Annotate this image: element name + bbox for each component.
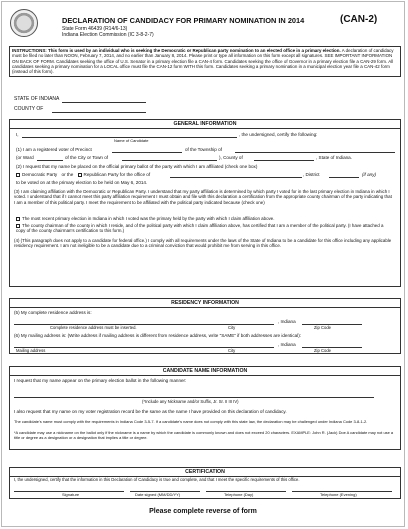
township-field[interactable] xyxy=(235,152,395,153)
state-line: STATE OF INDIANA xyxy=(14,96,60,102)
item1-township-label: of the Township of xyxy=(185,147,222,152)
ballot-name-field[interactable] xyxy=(14,397,374,398)
mailing-zip-field[interactable] xyxy=(302,347,362,348)
item2-text: (2) I request that my name be placed on the official primary ballot of the party with which I am affiliated (check one box) xyxy=(16,164,258,169)
mailing-indiana: , Indiana xyxy=(278,342,296,347)
county-of-field[interactable] xyxy=(254,160,314,161)
item1-precinct-label: (1) I am a registered voter of Precinct xyxy=(16,147,92,152)
city-field[interactable] xyxy=(122,160,217,161)
election-date-text: to be voted on at the primary election to be held on May 6, 2014. xyxy=(16,180,148,185)
residence-caption: Complete residence address must be inserted. xyxy=(50,325,137,330)
precinct-field[interactable] xyxy=(112,152,182,153)
nickname-rule-text: *A candidate may use a nickname on the ballot only if the nickname is a name by which the candidate is commonly known and does not exceed 20 characters. EXAMPLE: John R. (Jack) Doe A candidate may not use a title or degree as a designation or a designation that implies a title or degree. xyxy=(14,430,394,440)
or-label: or the xyxy=(61,172,74,177)
date-caption: Date signed (MM/DD/YY) xyxy=(135,492,181,497)
form-page xyxy=(1,1,405,527)
mailing-label: (6) My mailing address is: (Write address if mailing address is different from residence address, write "SAME" if both addresses are identical): xyxy=(14,333,301,338)
candidate-name-heading: CANDIDATE NAME INFORMATION xyxy=(162,368,248,374)
residence-city-caption: City xyxy=(228,325,236,330)
instructions-lead: INSTRUCTIONS: This form is used by an individual who is seeking the Democratic or Republican party nomination to an elected office in a primary election. xyxy=(12,48,341,53)
opt2-checkbox[interactable] xyxy=(16,224,20,228)
general-heading: GENERAL INFORMATION xyxy=(173,121,237,127)
republican-label: Republican Party for the office of xyxy=(83,172,151,177)
name-rule-text: The candidate's name must comply with the requirements in Indiana Code 3-5-7. If a candidate's name does not comply with this state law, the declaration may be challenged under Indiana Code 3-8-1-2. xyxy=(14,419,368,424)
telephone-evening-caption: Telephone (Evening) xyxy=(320,492,357,497)
intro-close: , the undersigned, certify the following: xyxy=(239,132,318,137)
republican-checkbox[interactable] xyxy=(78,173,82,177)
certification-heading: CERTIFICATION xyxy=(185,469,225,475)
form-number: State Form 46439 (R14/6-13) xyxy=(62,26,128,32)
item1-ward-label: (or Ward xyxy=(16,155,34,160)
opt1-label: The most recent primary election in Indiana in which I voted was the primary held by the party with which I claim affiliation above. xyxy=(22,216,275,221)
agency-name: Indiana Election Commission (IC 3-8-2-7) xyxy=(62,32,154,38)
ballot-name-request: I request that my name appear on the primary election ballot in the following manner: xyxy=(14,378,187,383)
ward-field[interactable] xyxy=(37,160,63,161)
voter-record-text: I also request that my name on my voter registration record be the same as the name I have provided on this declaration of candidacy. xyxy=(14,409,287,414)
residence-zip-caption: Zip Code xyxy=(314,325,331,330)
residency-heading: RESIDENCY INFORMATION xyxy=(171,300,239,306)
item4-text: (4) (This paragraph does not apply to a candidate for federal office.) I comply with all requirements under the laws of the State of Indiana to be a candidate for this office including any applicable residency requirement. I am not ineligible to be a candidate due to a criminal conviction that would prohibit me from serving in this office. xyxy=(14,238,392,249)
mailing-caption: Mailing address xyxy=(16,348,46,353)
item1-county-label: ), County of xyxy=(219,155,243,160)
certification-text: I, the undersigned, certify that the information in this Declaration of Candidacy is true and complete, and that I meet the specific requirements of this office. xyxy=(14,477,300,482)
state-seal-icon xyxy=(10,9,38,37)
county-field[interactable] xyxy=(52,112,146,113)
intro-open: I, xyxy=(16,132,19,137)
instructions-box xyxy=(9,46,401,77)
residence-label: (5) My complete residence address is: xyxy=(14,310,92,315)
residence-indiana: , Indiana xyxy=(278,319,296,324)
opt1-checkbox[interactable] xyxy=(16,217,20,221)
district-field[interactable] xyxy=(329,177,359,178)
nickname-caption: (*Include any Nickname and/or Suffix, Jr. Sr. II III IV) xyxy=(142,399,239,404)
county-line: COUNTY OF xyxy=(14,106,44,112)
footer-note: Please complete reverse of form xyxy=(149,508,257,515)
form-code: (CAN-2) xyxy=(340,14,378,25)
signature-caption: Signature xyxy=(62,492,80,497)
form-title: DECLARATION OF CANDIDACY FOR PRIMARY NOMINATION IN 2014 xyxy=(62,16,305,25)
mailing-city-caption: City xyxy=(228,348,236,353)
mailing-zip-caption: Zip Code xyxy=(314,348,331,353)
item3-text: (3) I am claiming affiliation with the Democratic or Republican Party. I understand that my party affiliation is determined by which party I voted for in the last primary election in Indiana in which I voted. I understand that if I cannot meet this party affiliation requirement I must obtain and file with this declaration a certification from the appropriate county chairman of the party indicating that I am a member of this political party. I meet the requirement to be affiliated with the political party indicated because (check one) xyxy=(14,189,392,205)
opt2-label: The county chairman of the county in which I reside, and of the political party with which I claim affiliation above, has certified that I am a member of the political party. (I have attached a copy of the county chairman's certification to this form.) xyxy=(16,223,384,234)
telephone-day-caption: Telephone (Day) xyxy=(224,492,254,497)
district-label: , District xyxy=(303,172,320,177)
item1-city-label: of the City or Town of xyxy=(65,155,109,160)
if-any-label: (if any) xyxy=(362,172,377,177)
democratic-label: Democratic Party xyxy=(22,172,58,177)
name-caption: Name of Candidate xyxy=(114,138,149,143)
item1-state-label: , State of Indiana. xyxy=(316,155,353,160)
instructions-body: A declaration of candidacy must be filed no later than NOON, February 7, 2014, and no earlier than January 8, 2014. Please print or type all information on this form except all signatures. SEE IMPORTANT INFORMATION ON BACK OF FORM. Candidates seeking the office of U.S. Senator in a primary election file a CAN-4 form. Candidates seeking the office of Governor in a primary election file a CAN-29 form. All candidates seeking a primary nomination for a LOCAL office must file the CAN-12 form WITH this form. Candidates seeking a primary nomination in a municipal election year file a CAN-42 form (instead of this form). xyxy=(12,48,394,75)
residence-zip-field[interactable] xyxy=(302,324,362,325)
democratic-checkbox[interactable] xyxy=(16,173,20,177)
office-field[interactable] xyxy=(170,177,302,178)
